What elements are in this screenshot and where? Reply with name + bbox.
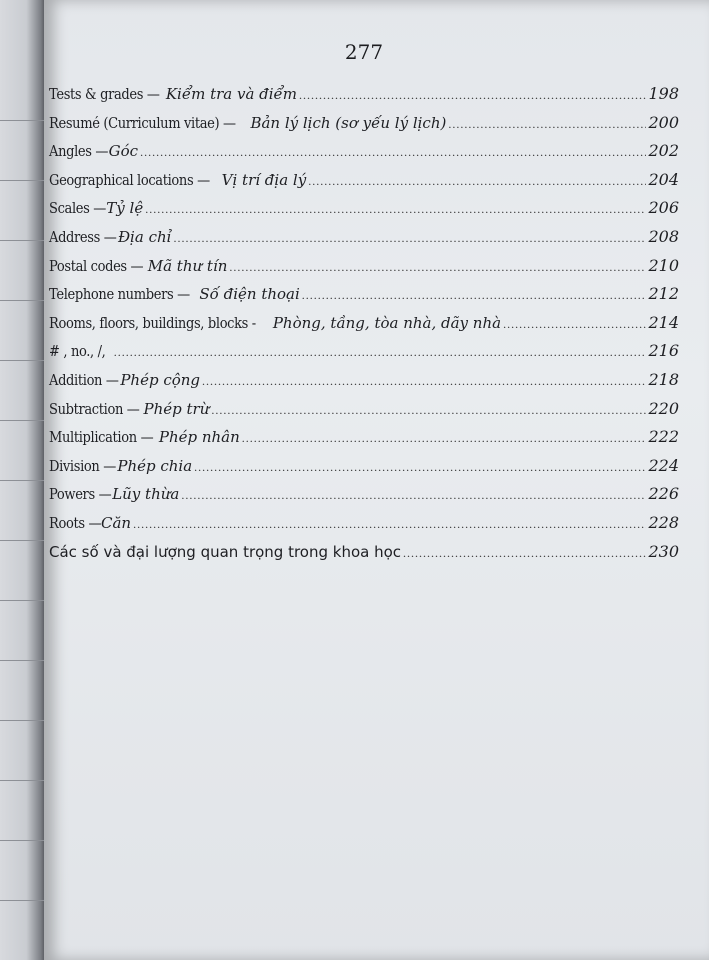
entry-page-number: 202	[648, 141, 679, 161]
toc-entry	[49, 427, 679, 456]
toc-entry	[49, 313, 679, 342]
entry-vietnamese-title: Góc	[108, 142, 139, 161]
entry-page-number: 220	[648, 398, 679, 418]
entry-vietnamese-title: Vị trí địa lý	[221, 170, 307, 189]
entry-vietnamese-title: Phép trừ	[143, 399, 210, 418]
entry-english-title: Resumé (Curriculum vitae) —	[49, 115, 236, 132]
entry-vietnamese-title: Mã thư tín	[147, 256, 228, 275]
toc-entry	[49, 256, 679, 285]
dot-leader	[211, 403, 646, 418]
entry-page-number: 230	[648, 541, 679, 561]
dot-leader	[308, 174, 646, 189]
toc-entry	[49, 341, 679, 370]
entry-english-title: Scales —	[49, 201, 106, 218]
page-number: 277	[344, 40, 384, 64]
toc-entry	[49, 370, 679, 399]
toc-entry	[49, 198, 679, 227]
entry-page-number: 212	[648, 284, 679, 304]
entry-english-title: # , no., /,	[49, 344, 106, 361]
entry-page-number: 228	[648, 512, 679, 532]
dot-leader	[173, 231, 646, 246]
dot-leader	[140, 145, 646, 160]
entry-page-number: 218	[648, 369, 679, 389]
entry-vietnamese-title: Số điện thoại	[199, 285, 300, 304]
entry-page-number: 198	[648, 84, 679, 103]
entry-vietnamese-title: Phép cộng	[120, 370, 201, 389]
entry-english-title: Division —	[49, 458, 116, 475]
toc-entry	[49, 170, 679, 199]
toc-entry	[49, 456, 679, 485]
toc-entry	[49, 399, 679, 428]
dot-leader	[181, 488, 646, 503]
entry-page-number: 222	[648, 427, 679, 447]
table-of-contents	[49, 84, 679, 570]
entry-vietnamese-title: Phép chia	[117, 456, 193, 475]
entry-page-number: 204	[648, 169, 679, 189]
toc-entry	[49, 513, 679, 542]
entry-page-number: 210	[648, 255, 679, 275]
dot-leader	[202, 374, 646, 389]
entry-page-number: 226	[648, 484, 679, 504]
dot-leader	[229, 260, 646, 275]
entry-english-title: Các số và đại lượng quan trọng trong khoa học	[49, 542, 402, 561]
dot-leader	[114, 345, 647, 360]
dot-leader	[194, 460, 646, 475]
toc-entry	[49, 84, 679, 113]
dot-leader	[133, 517, 646, 532]
entry-vietnamese-title: Phép nhân	[158, 428, 240, 447]
entry-english-title: Tests & grades —	[49, 87, 160, 103]
entry-vietnamese-title: Bản lý lịch (sơ yếu lý lịch)	[250, 113, 447, 132]
entry-english-title: Geographical locations —	[49, 172, 210, 189]
entry-page-number: 224	[648, 455, 679, 475]
toc-entry	[49, 227, 679, 256]
entry-vietnamese-title: Phòng, tầng, tòa nhà, dãy nhà	[272, 313, 502, 332]
toc-entry	[49, 113, 679, 142]
adjacent-page-edge	[0, 0, 48, 960]
entry-vietnamese-title: Lũy thừa	[112, 485, 180, 504]
entry-english-title: Powers —	[49, 487, 112, 504]
entry-page-number: 208	[648, 226, 679, 246]
toc-entry	[49, 542, 679, 571]
dot-leader	[145, 202, 646, 217]
entry-english-title: Postal codes —	[49, 258, 144, 275]
toc-entry	[49, 141, 679, 170]
entry-page-number: 214	[648, 312, 679, 332]
entry-english-title: Angles —	[49, 144, 109, 161]
entry-vietnamese-title: Tỷ lệ	[106, 199, 144, 218]
toc-entry	[49, 284, 679, 313]
entry-english-title: Address —	[49, 229, 117, 246]
entry-english-title: Roots —	[49, 515, 102, 532]
entry-vietnamese-title: Địa chỉ	[117, 227, 172, 246]
dot-leader	[403, 546, 646, 561]
entry-page-number: 206	[648, 198, 679, 218]
entry-vietnamese-title: Căn	[100, 513, 132, 532]
entry-english-title: Rooms, floors, buildings, blocks -	[49, 315, 256, 332]
dot-leader	[503, 317, 646, 332]
dot-leader	[299, 88, 646, 103]
dot-leader	[302, 288, 647, 303]
entry-english-title: Telephone numbers —	[49, 287, 190, 304]
entry-vietnamese-title: Kiểm tra và điểm	[165, 85, 298, 103]
entry-english-title: Multiplication —	[49, 430, 154, 447]
dot-leader	[242, 431, 647, 446]
toc-entry	[49, 484, 679, 513]
entry-page-number: 216	[648, 341, 679, 361]
book-page	[44, 0, 709, 960]
entry-page-number: 200	[648, 112, 679, 132]
entry-english-title: Subtraction —	[49, 401, 140, 418]
dot-leader	[448, 117, 646, 132]
entry-english-title: Addition —	[49, 372, 119, 389]
